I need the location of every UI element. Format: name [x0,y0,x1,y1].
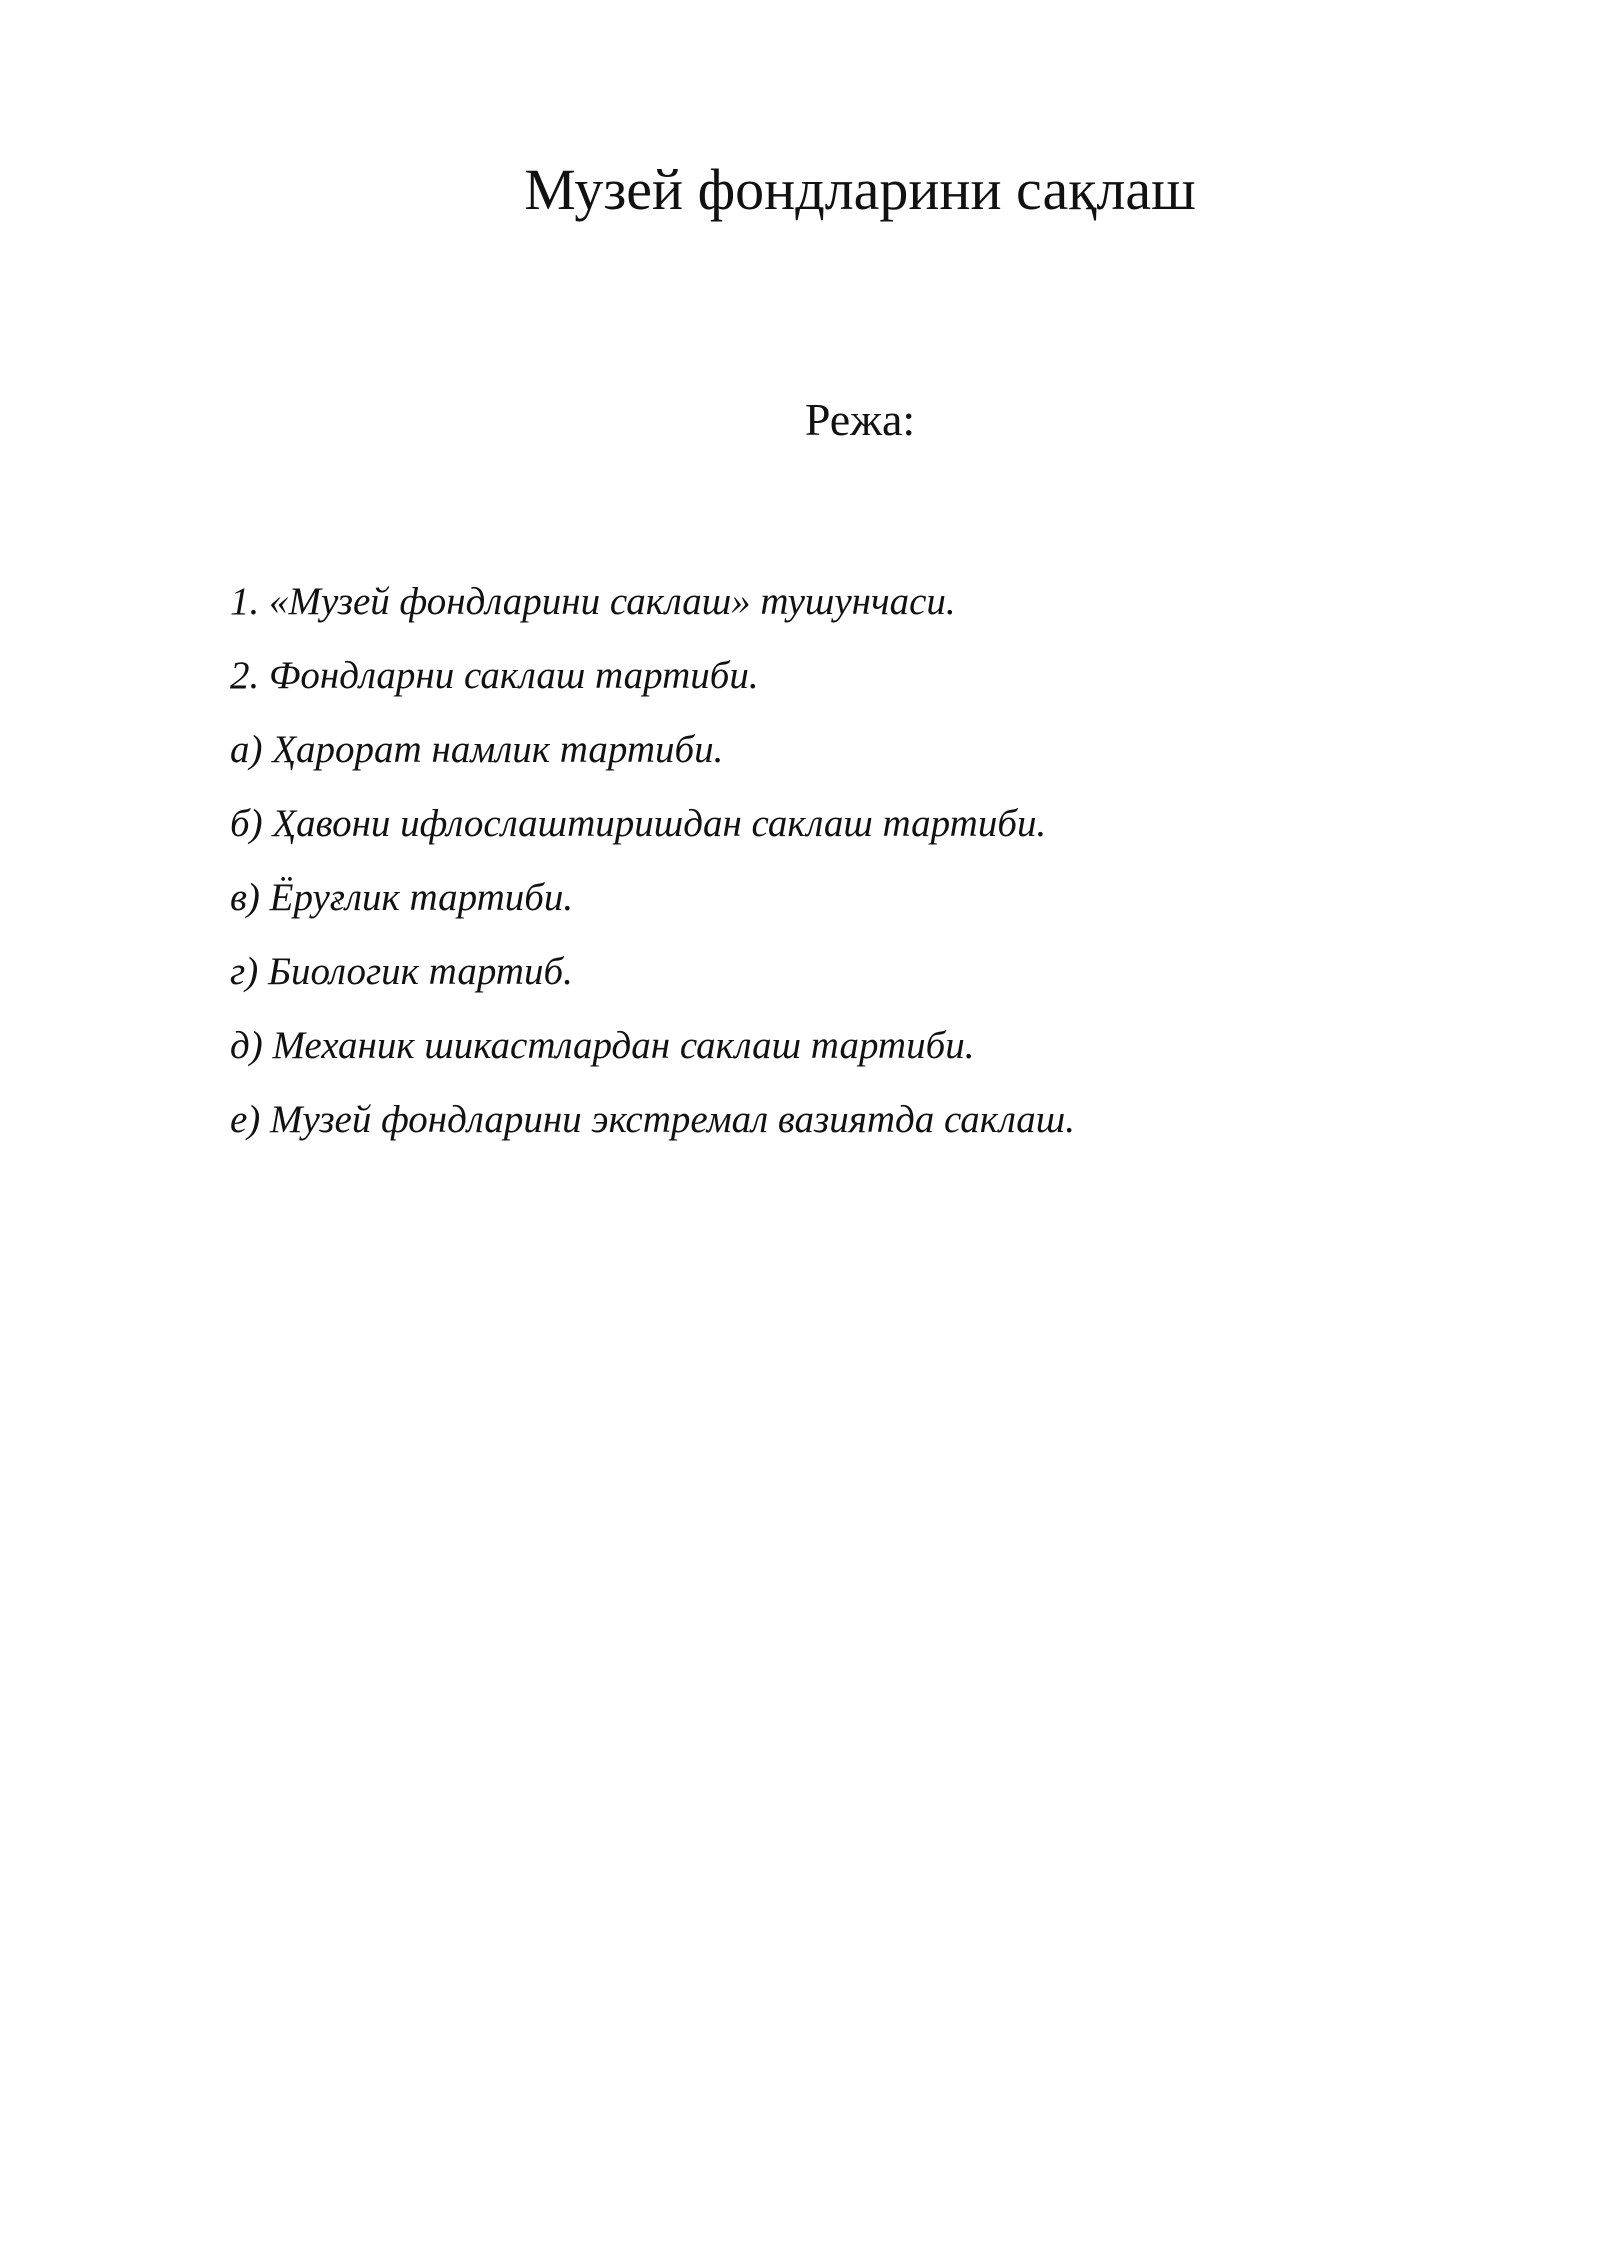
plan-item: 1. «Музей фондларини саклаш» тушунчаси. [230,580,956,623]
plan-item: 2. Фондларни саклаш тартиби. [230,654,759,697]
plan-list [230,565,1480,1157]
plan-heading: Режа: [804,394,916,445]
plan-item: е) Музей фондларини экстремал вазиятда саклаш. [230,1098,1075,1141]
plan-item: а) Ҳарорат намлик тартиби. [230,728,724,771]
plan-item: д) Механик шикастлардан саклаш тартиби. [230,1024,975,1067]
plan-item: б) Ҳавони ифлослаштиришдан саклаш тартиби. [230,802,1047,845]
plan-item: в) Ёруғлик тартиби. [230,876,574,919]
document-title: Музей фондларини сақлаш [524,157,1196,222]
plan-item: г) Биологик тартиб. [230,950,573,993]
